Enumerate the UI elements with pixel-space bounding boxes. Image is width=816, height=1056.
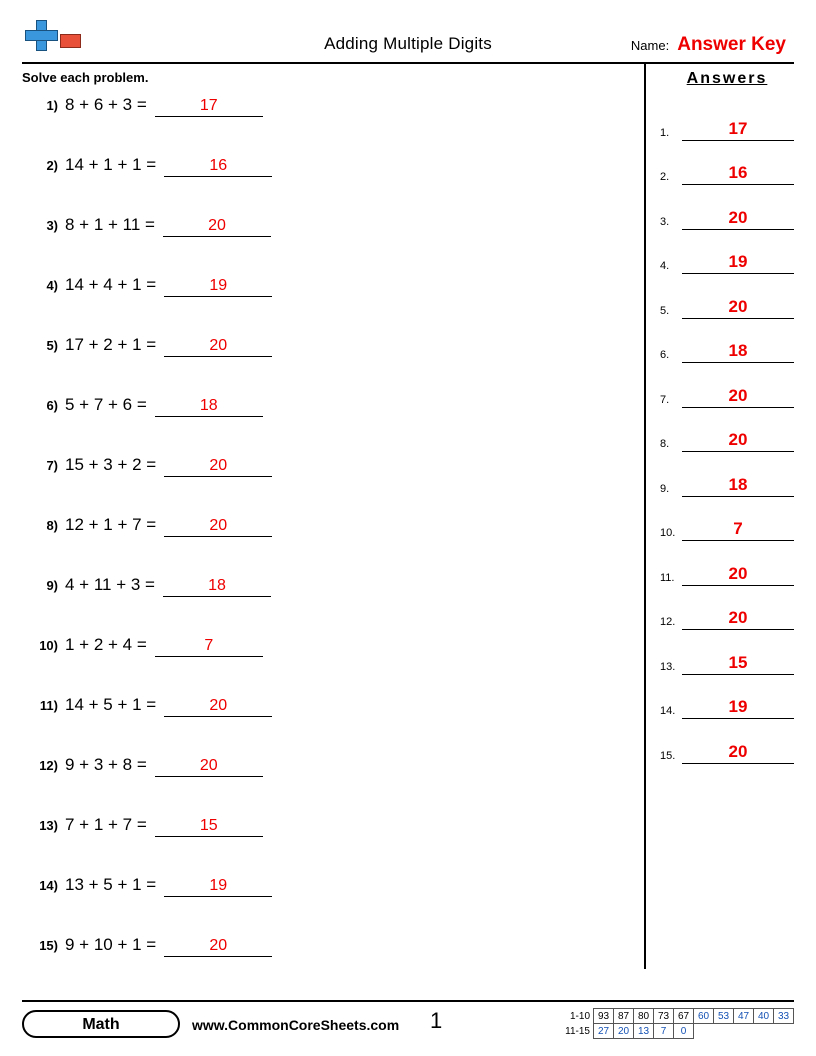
problem-expression: 17 + 2 + 1 =	[65, 335, 157, 354]
page-header	[22, 18, 794, 60]
website-text: www.CommonCoreSheets.com	[192, 1017, 400, 1033]
problem-row	[22, 875, 642, 935]
answer-value[interactable]: 19	[682, 252, 794, 274]
answer-number: 6.	[660, 349, 670, 361]
score-cell-empty	[754, 1024, 774, 1039]
problem-expression: 7 + 1 + 7 =	[65, 815, 147, 834]
problem-answer-blank[interactable]: 20	[164, 337, 272, 357]
problem-number: 13)	[39, 818, 58, 833]
problem-row	[22, 515, 642, 575]
problem-answer-blank[interactable]: 20	[164, 517, 272, 537]
answer-row	[660, 452, 794, 497]
answer-number: 10.	[660, 527, 676, 539]
problem-number: 6)	[46, 398, 58, 413]
problem-answer-blank[interactable]: 20	[164, 457, 272, 477]
problem-answer-blank[interactable]: 15	[155, 817, 263, 837]
answer-number: 7.	[660, 393, 670, 406]
score-cell: 67	[674, 1009, 694, 1024]
score-cell: 80	[634, 1009, 654, 1024]
answers-column	[646, 64, 794, 969]
problem-number: 14)	[39, 878, 58, 893]
answer-row	[660, 141, 794, 186]
answer-row	[660, 630, 794, 675]
score-row-label: 1-10	[569, 1010, 590, 1022]
answer-value[interactable]: 20	[682, 564, 794, 586]
answer-row	[660, 230, 794, 275]
problem-row	[22, 95, 642, 155]
answer-value[interactable]: 17	[682, 119, 794, 141]
problem-row	[22, 395, 642, 455]
problem-number: 8)	[46, 518, 58, 533]
score-cell: 93	[594, 1009, 614, 1024]
problem-expression: 14 + 4 + 1 =	[65, 275, 157, 294]
answer-row	[660, 586, 794, 631]
problem-answer-blank[interactable]: 20	[164, 697, 272, 717]
score-cell-empty	[734, 1024, 754, 1039]
problem-row	[22, 635, 642, 695]
problem-number: 4)	[46, 278, 58, 293]
answer-number: 4.	[660, 260, 670, 272]
answer-row	[660, 675, 794, 720]
answer-value[interactable]: 20	[682, 430, 794, 452]
answer-key-label: Answer Key	[677, 34, 786, 55]
score-cell: 40	[754, 1009, 774, 1024]
answer-row	[660, 96, 794, 141]
score-cell: 7	[654, 1024, 674, 1039]
problem-answer-blank[interactable]: 20	[163, 217, 271, 237]
problem-row	[22, 815, 642, 875]
score-cell: 53	[714, 1009, 734, 1024]
answer-value[interactable]: 20	[682, 297, 794, 319]
problem-expression: 14 + 1 + 1 =	[65, 155, 157, 174]
answer-number: 1.	[660, 126, 670, 139]
problem-row	[22, 455, 642, 515]
answer-number: 14.	[660, 705, 676, 717]
answer-value[interactable]: 18	[682, 341, 794, 363]
answer-number: 5.	[660, 304, 670, 317]
problem-row	[22, 155, 642, 215]
score-cell: 87	[614, 1009, 634, 1024]
problem-answer-blank[interactable]: 18	[163, 577, 271, 597]
problem-number: 12)	[39, 758, 58, 773]
score-cell-empty	[694, 1024, 714, 1039]
answer-number: 15.	[660, 749, 676, 762]
problem-expression: 9 + 10 + 1 =	[65, 935, 157, 954]
score-cell: 33	[774, 1009, 794, 1024]
answer-number: 12.	[660, 616, 676, 628]
problem-expression: 12 + 1 + 7 =	[65, 515, 157, 534]
answer-row	[660, 719, 794, 764]
problems-column	[22, 64, 642, 969]
problem-answer-blank[interactable]: 17	[155, 97, 263, 117]
answer-row	[660, 185, 794, 230]
problem-number: 5)	[46, 338, 58, 353]
scoring-table	[564, 1008, 795, 1039]
table-row	[564, 1024, 794, 1039]
footer-divider	[22, 1000, 794, 1002]
problem-expression: 8 + 1 + 11 =	[65, 215, 155, 234]
score-cell: 47	[734, 1009, 754, 1024]
problem-answer-blank[interactable]: 20	[164, 937, 272, 957]
answer-value[interactable]: 16	[682, 163, 794, 185]
answers-title: Answers	[686, 70, 768, 87]
score-cell: 0	[674, 1024, 694, 1039]
subject-badge: Math	[22, 1010, 180, 1038]
answer-value[interactable]: 20	[682, 608, 794, 630]
problem-row	[22, 275, 642, 335]
answer-value[interactable]: 20	[682, 386, 794, 408]
instructions-text: Solve each problem.	[22, 70, 149, 85]
answer-number: 8.	[660, 438, 670, 450]
problem-number: 9)	[46, 578, 58, 593]
page-number: 1	[430, 1008, 443, 1033]
answer-number: 9.	[660, 482, 670, 495]
answer-number: 13.	[660, 660, 676, 673]
answer-row	[660, 541, 794, 586]
answer-row	[660, 408, 794, 453]
answer-value[interactable]: 15	[682, 653, 794, 675]
page-footer	[22, 1000, 794, 1046]
score-cell-empty	[714, 1024, 734, 1039]
problem-number: 7)	[46, 458, 58, 473]
score-cell: 13	[634, 1024, 654, 1039]
problem-expression: 13 + 5 + 1 =	[65, 875, 157, 894]
answer-row	[660, 319, 794, 364]
problem-expression: 14 + 5 + 1 =	[65, 695, 157, 714]
problem-expression: 4 + 11 + 3 =	[65, 575, 155, 594]
problem-number: 1)	[46, 98, 58, 113]
answer-number: 3.	[660, 215, 670, 228]
answer-number: 2.	[660, 171, 670, 183]
answer-value[interactable]: 7	[682, 519, 794, 541]
worksheet-body	[22, 64, 794, 969]
score-row-label: 11-15	[565, 1025, 590, 1037]
answer-value[interactable]: 20	[682, 742, 794, 764]
name-field-block	[631, 34, 786, 56]
score-cell: 27	[594, 1024, 614, 1039]
score-cell: 73	[654, 1009, 674, 1024]
problem-row	[22, 335, 642, 395]
problem-expression: 1 + 2 + 4 =	[65, 635, 147, 654]
page-title: Adding Multiple Digits	[324, 34, 492, 53]
problem-answer-blank[interactable]: 20	[155, 757, 263, 777]
problem-answer-blank[interactable]: 19	[164, 877, 272, 897]
problem-row	[22, 755, 642, 815]
answer-row	[660, 497, 794, 542]
problem-number: 10)	[39, 638, 58, 653]
score-cell-empty	[774, 1024, 794, 1039]
problem-expression: 15 + 3 + 2 =	[65, 455, 157, 474]
problem-number: 3)	[46, 218, 58, 233]
answer-value[interactable]: 19	[682, 697, 794, 719]
answer-value[interactable]: 20	[682, 208, 794, 230]
answer-row	[660, 274, 794, 319]
problem-expression: 8 + 6 + 3 =	[65, 95, 147, 114]
table-row	[564, 1009, 794, 1024]
name-label: Name:	[630, 38, 670, 53]
problem-row	[22, 695, 642, 755]
problem-answer-blank[interactable]: 16	[164, 157, 272, 177]
score-cell: 60	[694, 1009, 714, 1024]
problem-number: 2)	[46, 158, 58, 173]
answer-number: 11.	[660, 571, 675, 584]
problem-answer-blank[interactable]: 19	[164, 277, 272, 297]
answer-row	[660, 363, 794, 408]
answer-value[interactable]: 18	[682, 475, 794, 497]
problem-answer-blank[interactable]: 7	[155, 637, 263, 657]
problem-expression: 9 + 3 + 8 =	[65, 755, 147, 774]
problem-number: 15)	[39, 938, 58, 953]
score-cell: 20	[614, 1024, 634, 1039]
problem-answer-blank[interactable]: 18	[155, 397, 263, 417]
problem-row	[22, 215, 642, 275]
problem-row	[22, 575, 642, 635]
problem-expression: 5 + 7 + 6 =	[65, 395, 147, 414]
problem-row	[22, 935, 642, 995]
problem-number: 11)	[39, 698, 58, 713]
